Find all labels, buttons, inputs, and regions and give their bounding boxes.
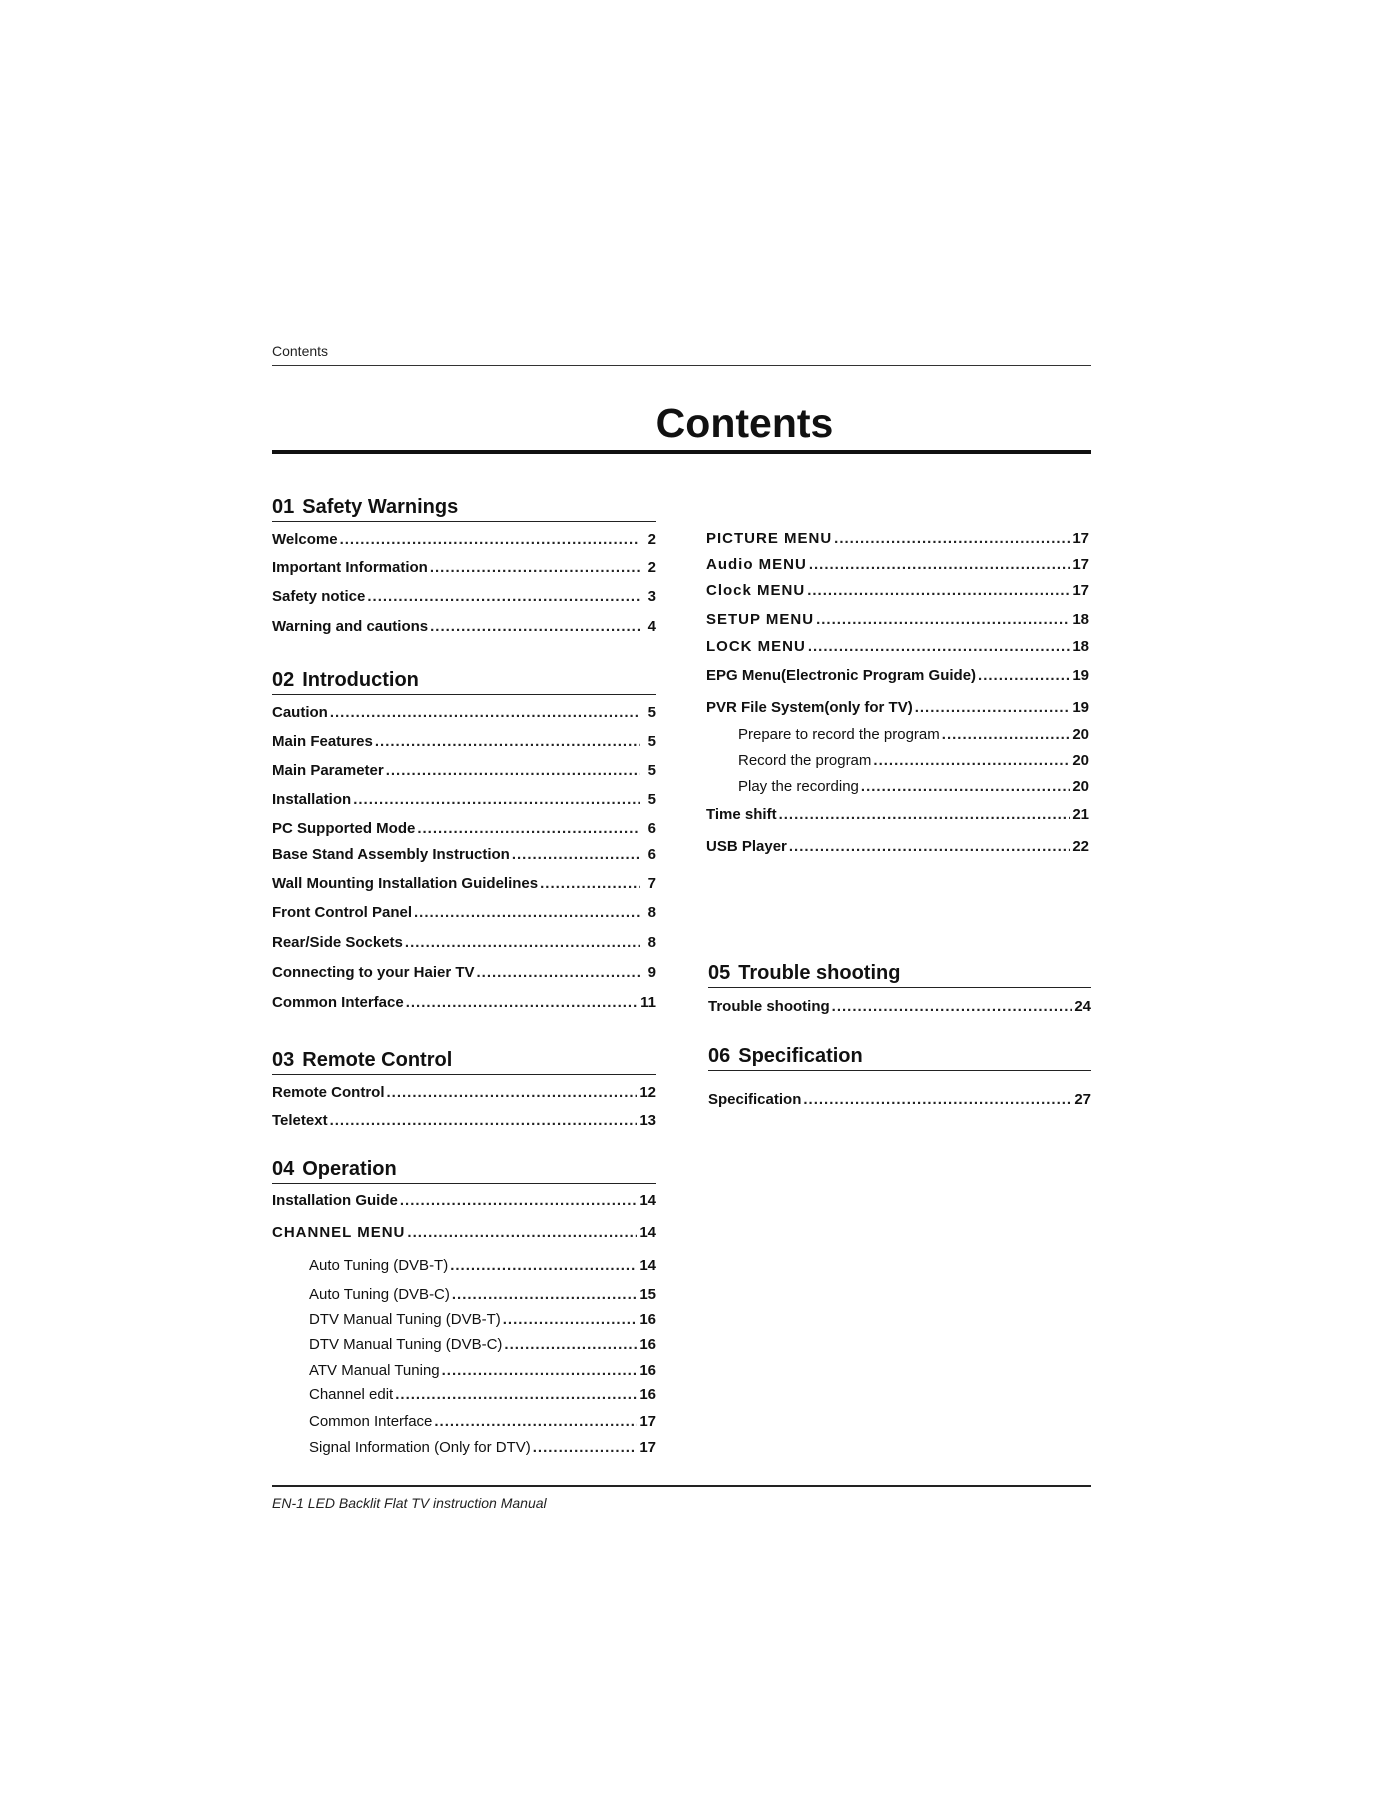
section-heading: [708, 962, 1091, 988]
toc-entry-installation-guide[interactable]: [272, 1192, 656, 1212]
entry-label: Signal Information (Only for DTV): [309, 1439, 531, 1456]
page-footer: EN-1 LED Backlit Flat TV instruction Manual: [272, 1495, 547, 1511]
leader-dots: [861, 778, 1070, 795]
entry-label: Audio MENU: [706, 556, 807, 573]
section-heading: [708, 1045, 1091, 1071]
entry-label: Wall Mounting Installation Guidelines: [272, 875, 539, 892]
entry-label: Prepare to record the program: [738, 726, 940, 743]
toc-entry-atv-manual[interactable]: [309, 1362, 656, 1382]
leader-dots: [430, 618, 640, 635]
entry-label: Common Interface: [309, 1413, 433, 1430]
section-number: 06: [708, 1045, 731, 1067]
entry-page: 16: [639, 1336, 656, 1353]
leader-dots: [353, 791, 640, 808]
entry-page: 9: [647, 964, 656, 981]
entry-page: 5: [647, 791, 656, 808]
toc-entry-connecting[interactable]: [272, 964, 656, 984]
entry-page: 19: [1072, 699, 1089, 716]
leader-dots: [834, 530, 1070, 547]
entry-label: Record the program: [738, 752, 872, 769]
entry-page: 14: [639, 1224, 656, 1241]
toc-entry-front-control-panel[interactable]: [272, 904, 656, 924]
section-title: Specification: [738, 1045, 863, 1067]
entry-page: 27: [1074, 1091, 1091, 1108]
entry-label: USB Player: [706, 838, 787, 855]
toc-entry-main-parameter[interactable]: [272, 762, 656, 782]
section-heading: [272, 1158, 656, 1184]
entry-page: 17: [1072, 556, 1089, 573]
entry-page: 14: [639, 1257, 656, 1274]
section-title: Introduction: [302, 669, 419, 691]
leader-dots: [832, 998, 1073, 1015]
section-safety-warnings: [272, 496, 656, 636]
entry-page: 7: [647, 875, 656, 892]
toc-entry-epg-menu[interactable]: [706, 667, 1089, 687]
entry-page: 16: [639, 1386, 656, 1403]
leader-dots: [915, 699, 1071, 716]
leader-dots: [330, 704, 640, 721]
entry-page: 3: [647, 588, 656, 605]
entry-label: Main Features: [272, 733, 373, 750]
entry-label: PC Supported Mode: [272, 820, 416, 837]
entry-label: Safety notice: [272, 588, 366, 605]
section-number: 02: [272, 669, 295, 691]
toc-entry-auto-tuning-dvbc[interactable]: [309, 1286, 656, 1306]
entry-label: Time shift: [706, 806, 777, 823]
leader-dots: [452, 1286, 637, 1303]
leader-dots: [417, 820, 640, 837]
leader-dots: [442, 1362, 638, 1379]
entry-label: Connecting to your Haier TV: [272, 964, 475, 981]
entry-page: 6: [647, 846, 656, 863]
section-heading: [272, 496, 656, 522]
toc-entry-rear-side-sockets[interactable]: [272, 934, 656, 954]
section-remote-control: [272, 1049, 656, 1144]
leader-dots: [434, 1413, 637, 1430]
entry-label: PICTURE MENU: [706, 530, 833, 547]
toc-entry-time-shift[interactable]: [706, 806, 1089, 826]
toc-entry-main-features[interactable]: [272, 733, 656, 753]
toc-entry-setup-menu[interactable]: [706, 611, 1089, 631]
entry-label: Auto Tuning (DVB-T): [309, 1257, 449, 1274]
leader-dots: [414, 904, 640, 921]
entry-page: 16: [639, 1311, 656, 1328]
entry-page: 20: [1072, 778, 1089, 795]
entry-page: 17: [639, 1439, 656, 1456]
leader-dots: [477, 964, 640, 981]
entry-label: Important Information: [272, 559, 428, 576]
toc-entry-common-interface[interactable]: [272, 994, 656, 1014]
section-number: 04: [272, 1158, 295, 1180]
section-number: 03: [272, 1049, 295, 1071]
leader-dots: [406, 994, 638, 1011]
section-number: 01: [272, 496, 295, 518]
toc-entry-dtv-manual-dvbt[interactable]: [309, 1311, 656, 1331]
leader-dots: [450, 1257, 637, 1274]
entry-page: 21: [1072, 806, 1089, 823]
toc-entry-installation[interactable]: [272, 791, 656, 811]
leader-dots: [407, 1224, 637, 1241]
footer-rule: [272, 1485, 1091, 1487]
section-specification: [708, 1045, 1091, 1115]
entry-label: Installation Guide: [272, 1192, 398, 1209]
entry-label: PVR File System(only for TV): [706, 699, 913, 716]
leader-dots: [803, 1091, 1072, 1108]
leader-dots: [816, 611, 1070, 628]
page-title: Contents: [655, 400, 834, 446]
section-heading: [272, 669, 656, 695]
toc-entry-play-recording[interactable]: [738, 778, 1089, 798]
entry-page: 2: [647, 559, 656, 576]
toc-entry-usb-player[interactable]: [706, 838, 1089, 858]
leader-dots: [395, 1386, 637, 1403]
leader-dots: [386, 762, 640, 779]
entry-label: Installation: [272, 791, 352, 808]
toc-entry-channel-edit[interactable]: [309, 1386, 656, 1406]
entry-label: Caution: [272, 704, 328, 721]
leader-dots: [503, 1311, 638, 1328]
toc-entry-caution[interactable]: [272, 704, 656, 724]
entry-page: 13: [639, 1112, 656, 1129]
leader-dots: [405, 934, 640, 951]
entry-label: DTV Manual Tuning (DVB-C): [309, 1336, 503, 1353]
toc-entry-pc-supported-mode[interactable]: [272, 820, 656, 840]
entry-page: 17: [1072, 530, 1089, 547]
entry-label: Trouble shooting: [708, 998, 830, 1015]
entry-page: 8: [647, 904, 656, 921]
toc-entry-signal-information[interactable]: [309, 1439, 656, 1459]
toc-entry-lock-menu[interactable]: [706, 638, 1089, 658]
entry-label: Auto Tuning (DVB-C): [309, 1286, 450, 1303]
section-title: Remote Control: [302, 1049, 453, 1071]
section-heading: [272, 1049, 656, 1075]
entry-label: Channel edit: [309, 1386, 394, 1403]
toc-entry-safety-notice[interactable]: [272, 588, 656, 608]
toc-entry-common-interface-2[interactable]: [309, 1413, 656, 1433]
toc-entry-important-information[interactable]: [272, 559, 656, 579]
menu-entries-column: [706, 530, 1089, 870]
leader-dots: [779, 806, 1071, 823]
section-title: Safety Warnings: [302, 496, 459, 518]
entry-label: Rear/Side Sockets: [272, 934, 403, 951]
leader-dots: [504, 1336, 637, 1353]
toc-entry-pvr-file-system[interactable]: [706, 699, 1089, 719]
entry-page: 14: [639, 1192, 656, 1209]
leader-dots: [807, 582, 1070, 599]
entry-label: Main Parameter: [272, 762, 384, 779]
section-operation: [272, 1158, 656, 1468]
toc-entry-picture-menu[interactable]: [706, 530, 1089, 550]
entry-page: 17: [1072, 582, 1089, 599]
toc-entry-teletext[interactable]: [272, 1112, 656, 1132]
entry-page: 18: [1072, 611, 1089, 628]
leader-dots: [873, 752, 1070, 769]
entry-label: CHANNEL MENU: [272, 1224, 406, 1241]
section-title: Operation: [302, 1158, 397, 1180]
header-rule: [272, 365, 1091, 366]
leader-dots: [533, 1439, 638, 1456]
entry-page: 12: [639, 1084, 656, 1101]
toc-entry-record-program[interactable]: [738, 752, 1089, 772]
leader-dots: [430, 559, 640, 576]
entry-page: 20: [1072, 752, 1089, 769]
entry-page: 20: [1072, 726, 1089, 743]
entry-label: Base Stand Assembly Instruction: [272, 846, 510, 863]
leader-dots: [375, 733, 640, 750]
entry-label: LOCK MENU: [706, 638, 806, 655]
entry-page: 2: [647, 531, 656, 548]
entry-label: Front Control Panel: [272, 904, 412, 921]
entry-page: 22: [1072, 838, 1089, 855]
entry-label: DTV Manual Tuning (DVB-T): [309, 1311, 501, 1328]
running-header: Contents: [272, 343, 329, 359]
leader-dots: [340, 531, 640, 548]
toc-entry-dtv-manual-dvbc[interactable]: [309, 1336, 656, 1356]
entry-page: 4: [647, 618, 656, 635]
section-trouble-shooting: [708, 962, 1091, 1022]
entry-label: SETUP MENU: [706, 611, 815, 628]
leader-dots: [540, 875, 640, 892]
entry-label: Teletext: [272, 1112, 328, 1129]
entry-page: 8: [647, 934, 656, 951]
entry-label: Specification: [708, 1091, 802, 1108]
toc-entry-channel-menu[interactable]: [272, 1224, 656, 1244]
entry-page: 5: [647, 704, 656, 721]
toc-entry-base-stand[interactable]: [272, 846, 656, 866]
entry-page: 5: [647, 733, 656, 750]
leader-dots: [978, 667, 1070, 684]
title-rule: [272, 450, 1091, 454]
entry-label: Play the recording: [738, 778, 859, 795]
toc-entry-auto-tuning-dvbt[interactable]: [309, 1257, 656, 1277]
toc-entry-prepare-record[interactable]: [738, 726, 1089, 746]
entry-label: Warning and cautions: [272, 618, 429, 635]
entry-label: Common Interface: [272, 994, 404, 1011]
toc-entry-specification[interactable]: [708, 1091, 1091, 1111]
entry-page: 15: [639, 1286, 656, 1303]
toc-entry-clock-menu[interactable]: [706, 582, 1089, 602]
toc-entry-audio-menu[interactable]: [706, 556, 1089, 576]
leader-dots: [809, 556, 1070, 573]
toc-entry-trouble-shooting[interactable]: [708, 998, 1091, 1018]
entry-label: Remote Control: [272, 1084, 385, 1101]
toc-entry-wall-mounting[interactable]: [272, 875, 656, 895]
entry-page: 19: [1072, 667, 1089, 684]
entry-page: 18: [1072, 638, 1089, 655]
entry-label: Welcome: [272, 531, 338, 548]
section-introduction: [272, 669, 656, 1019]
entry-label: ATV Manual Tuning: [309, 1362, 440, 1379]
toc-entry-welcome[interactable]: [272, 531, 656, 551]
entry-label: EPG Menu(Electronic Program Guide): [706, 667, 977, 684]
leader-dots: [330, 1112, 638, 1129]
leader-dots: [808, 638, 1070, 655]
section-title: Trouble shooting: [738, 962, 901, 984]
entry-label: Clock MENU: [706, 582, 806, 599]
entry-page: 24: [1074, 998, 1091, 1015]
leader-dots: [512, 846, 640, 863]
leader-dots: [942, 726, 1071, 743]
entry-page: 6: [647, 820, 656, 837]
entry-page: 16: [639, 1362, 656, 1379]
entry-page: 11: [640, 994, 656, 1011]
leader-dots: [367, 588, 640, 605]
toc-entry-warning-cautions[interactable]: [272, 618, 656, 638]
entry-page: 5: [647, 762, 656, 779]
entry-page: 17: [639, 1413, 656, 1430]
leader-dots: [400, 1192, 637, 1209]
leader-dots: [387, 1084, 638, 1101]
section-number: 05: [708, 962, 731, 984]
toc-entry-remote-control[interactable]: [272, 1084, 656, 1104]
leader-dots: [789, 838, 1070, 855]
